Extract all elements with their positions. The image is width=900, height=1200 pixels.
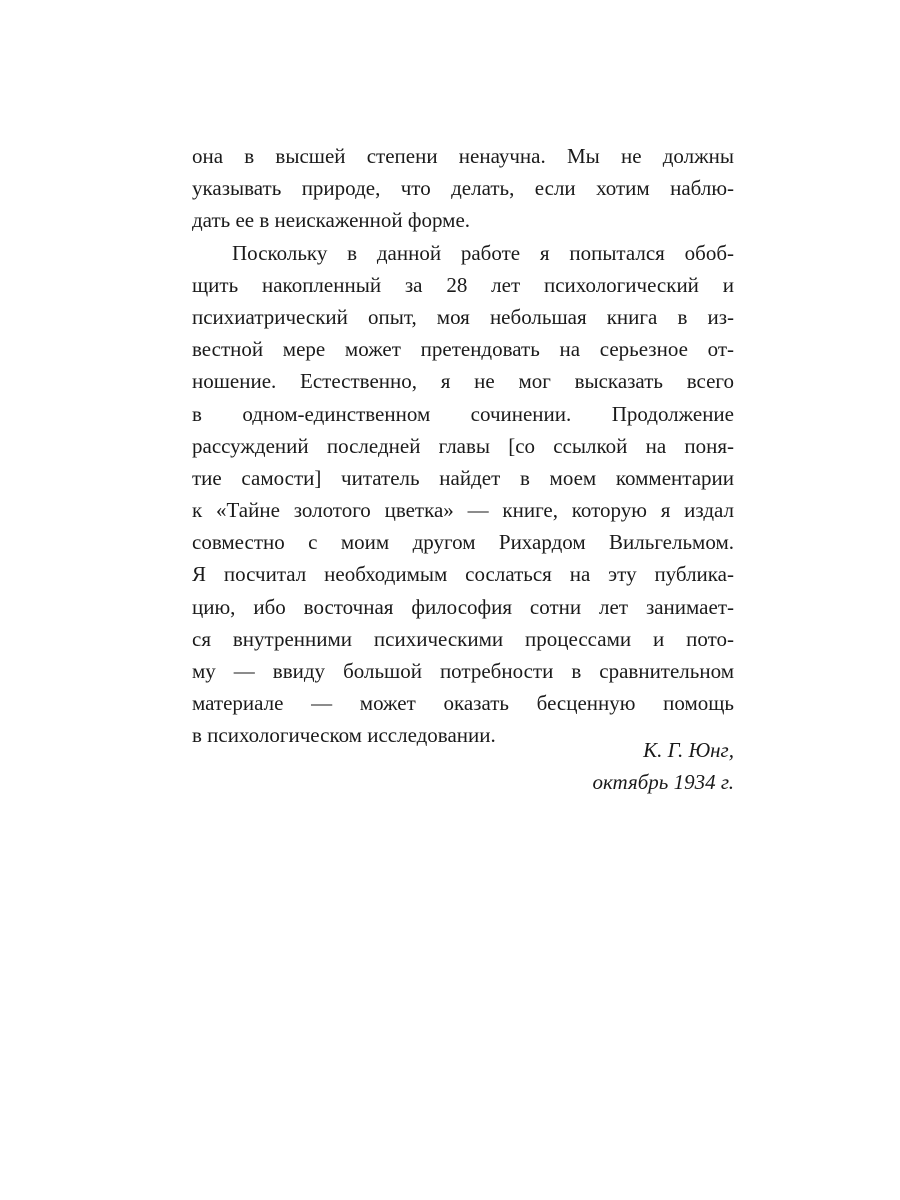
text-line: Я посчитал необходимым сослаться на эту публика- [192, 562, 734, 587]
text-line: в психологическом исследовании. [192, 723, 496, 748]
text-line: совместно с моим другом Рихардом Вильгельмом. [192, 530, 734, 555]
text-line: дать ее в неискаженной форме. [192, 208, 471, 233]
signature-date: октябрь 1934 г. [592, 770, 734, 794]
text-line: ношение. Естественно, я не мог высказать всего [192, 369, 734, 394]
signature-author: К. Г. Юнг, [643, 738, 734, 762]
text-line: материале — может оказать бесценную помощь [192, 691, 734, 716]
text-line: указывать природе, что делать, если хотим наблю- [192, 176, 734, 201]
text-line: ся внутренними психическими процессами и пото- [192, 626, 734, 651]
text-line: му — ввиду большой потребности в сравнительном [192, 659, 734, 683]
paragraph-2 [192, 237, 734, 752]
text-line: к «Тайне золотого цветка» — книге, которую я издал [192, 498, 734, 523]
text-line: цию, ибо восточная философия сотни лет занимает- [192, 594, 734, 619]
text-line: она в высшей степени ненаучна. Мы не должны [192, 144, 734, 168]
text-line: рассуждений последней главы [со ссылкой на поня- [192, 433, 734, 458]
text-line: Поскольку в данной работе я попытался обоб- [232, 240, 734, 265]
signature [192, 734, 734, 798]
body-text [192, 140, 734, 752]
text-line: в одном-единственном сочинении. Продолжение [192, 401, 734, 426]
text-line: тие самости] читатель найдет в моем комментарии [192, 465, 734, 490]
text-line: вестной мере может претендовать на серьезное от- [192, 337, 734, 362]
paragraph-1 [192, 140, 734, 237]
text-line: психиатрический опыт, моя небольшая книга в из- [192, 304, 734, 329]
text-line: щить накопленный за 28 лет психологический и [192, 272, 734, 297]
